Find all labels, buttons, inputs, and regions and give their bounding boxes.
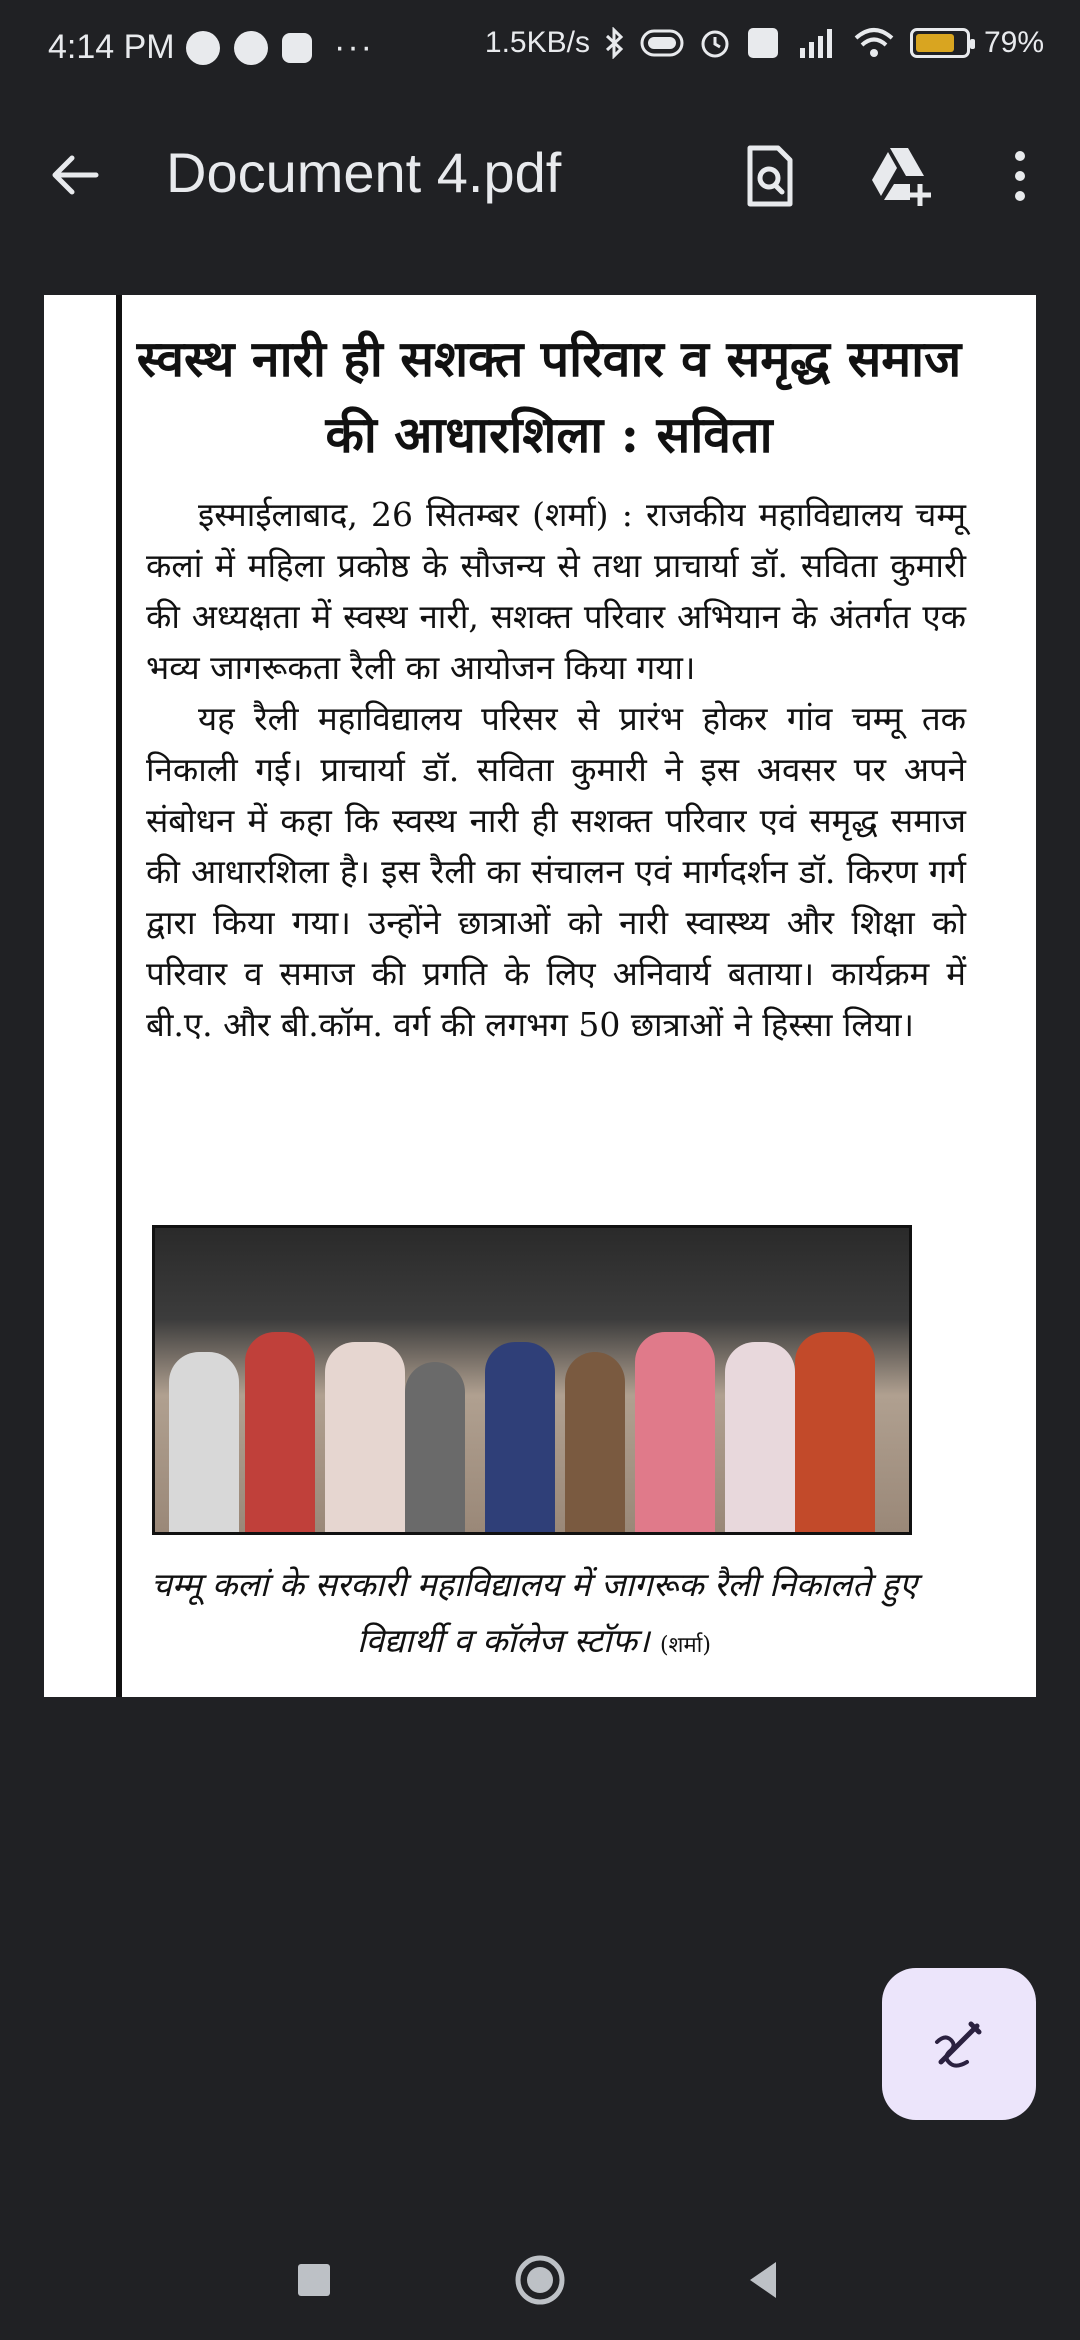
photo-caption: [144, 1557, 924, 1674]
status-bar: [0, 0, 1080, 96]
status-time: 4:14 PM: [48, 28, 175, 66]
toggle-icon: [640, 29, 684, 57]
article-paragraph: इस्माईलाबाद, 26 सितम्बर (शर्मा) : राजकीय महाविद्यालय चम्मू कलां में महिला प्रकोष्ठ के सौजन्य से तथा प्राचार्या डॉ. सविता कुमारी की अध्यक्षता में स्वस्थ नारी, सशक्त परिवार अभियान के अंतर्गत एक भव्य जागरूकता रैली का आयोजन किया गया।: [146, 495, 966, 687]
back-nav-button[interactable]: [736, 2250, 796, 2310]
app-bar: [0, 110, 1080, 240]
pdf-page[interactable]: [44, 295, 1036, 1697]
search-in-document-button[interactable]: [734, 140, 806, 212]
notification-icons: [186, 28, 374, 67]
wifi-icon: [852, 26, 896, 60]
alarm-icon: [698, 26, 732, 60]
photo-figure: [565, 1352, 625, 1532]
photo-figure: [725, 1342, 795, 1532]
annotate-fab[interactable]: [882, 1968, 1036, 2120]
photo-figure: [169, 1352, 239, 1532]
photo-figure: [325, 1342, 405, 1532]
arrow-back-icon: [40, 140, 110, 210]
circle-home-icon: [510, 2250, 570, 2310]
battery-icon: [910, 28, 970, 58]
caption-credit: (शर्मा): [659, 1633, 711, 1658]
find-in-page-icon: [734, 140, 806, 212]
network-speed: 1.5KB/s: [484, 26, 590, 59]
whatsapp-icon: [186, 31, 220, 65]
more-options-button[interactable]: [984, 140, 1056, 212]
edit-annotate-icon: [927, 2012, 991, 2076]
photo-figure: [795, 1332, 875, 1532]
battery-percent: 79%: [983, 26, 1044, 59]
bluetooth-icon: [604, 27, 626, 59]
triangle-back-icon: [736, 2250, 796, 2310]
photo-figure: [405, 1362, 465, 1532]
volte-icon: [746, 26, 780, 60]
photo-figure: [635, 1332, 715, 1532]
square-icon: [284, 2250, 344, 2310]
news-photo: [152, 1225, 912, 1535]
system-status: [485, 26, 1044, 60]
caption-text: चम्मू कलां के सरकारी महाविद्यालय में जागरूक रैली निकालते हुए विद्यार्थी व कॉलेज स्टॉफ।: [150, 1565, 918, 1660]
recents-button[interactable]: [284, 2250, 344, 2310]
more-notifications-icon: ···: [334, 28, 374, 66]
back-button[interactable]: [40, 140, 110, 210]
system-nav-bar: [0, 2220, 1080, 2340]
signal-icon: [794, 26, 838, 60]
column-rule: [116, 295, 122, 1697]
photo-figure: [245, 1332, 315, 1532]
document-title: Document 4.pdf: [166, 141, 562, 204]
more-vert-icon: [984, 140, 1056, 212]
drive-add-icon: [864, 140, 936, 212]
article-body: [146, 489, 966, 1050]
battery-fill: [916, 34, 954, 52]
article-paragraph: यह रैली महाविद्यालय परिसर से प्रारंभ होकर गांव चम्मू तक निकाली गई। प्राचार्या डॉ. सविता कुमारी ने इस अवसर पर अपने संबोधन में कहा कि स्वस्थ नारी ही सशक्त परिवार एवं समृद्ध समाज की आधारशिला है। इस रैली का संचालन एवं मार्गदर्शन डॉ. किरण गर्ग द्वारा किया गया। उन्होंने छात्राओं को नारी स्वास्थ्य और शिक्षा को परिवार व समाज की प्रगति के लिए अनिवार्य बताया। कार्यक्रम में बी.ए. और बी.कॉम. वर्ग की लगभग 50 छात्राओं ने हिस्सा लिया।: [146, 699, 966, 1044]
spotify-icon: [234, 31, 268, 65]
home-button[interactable]: [510, 2250, 570, 2310]
settings-gear-icon: [282, 33, 312, 63]
add-to-drive-button[interactable]: [864, 140, 936, 212]
photo-figure: [485, 1342, 555, 1532]
article-headline: स्वस्थ नारी ही सशक्त परिवार व समृद्ध समाज की आधारशिला : सविता: [136, 329, 962, 464]
